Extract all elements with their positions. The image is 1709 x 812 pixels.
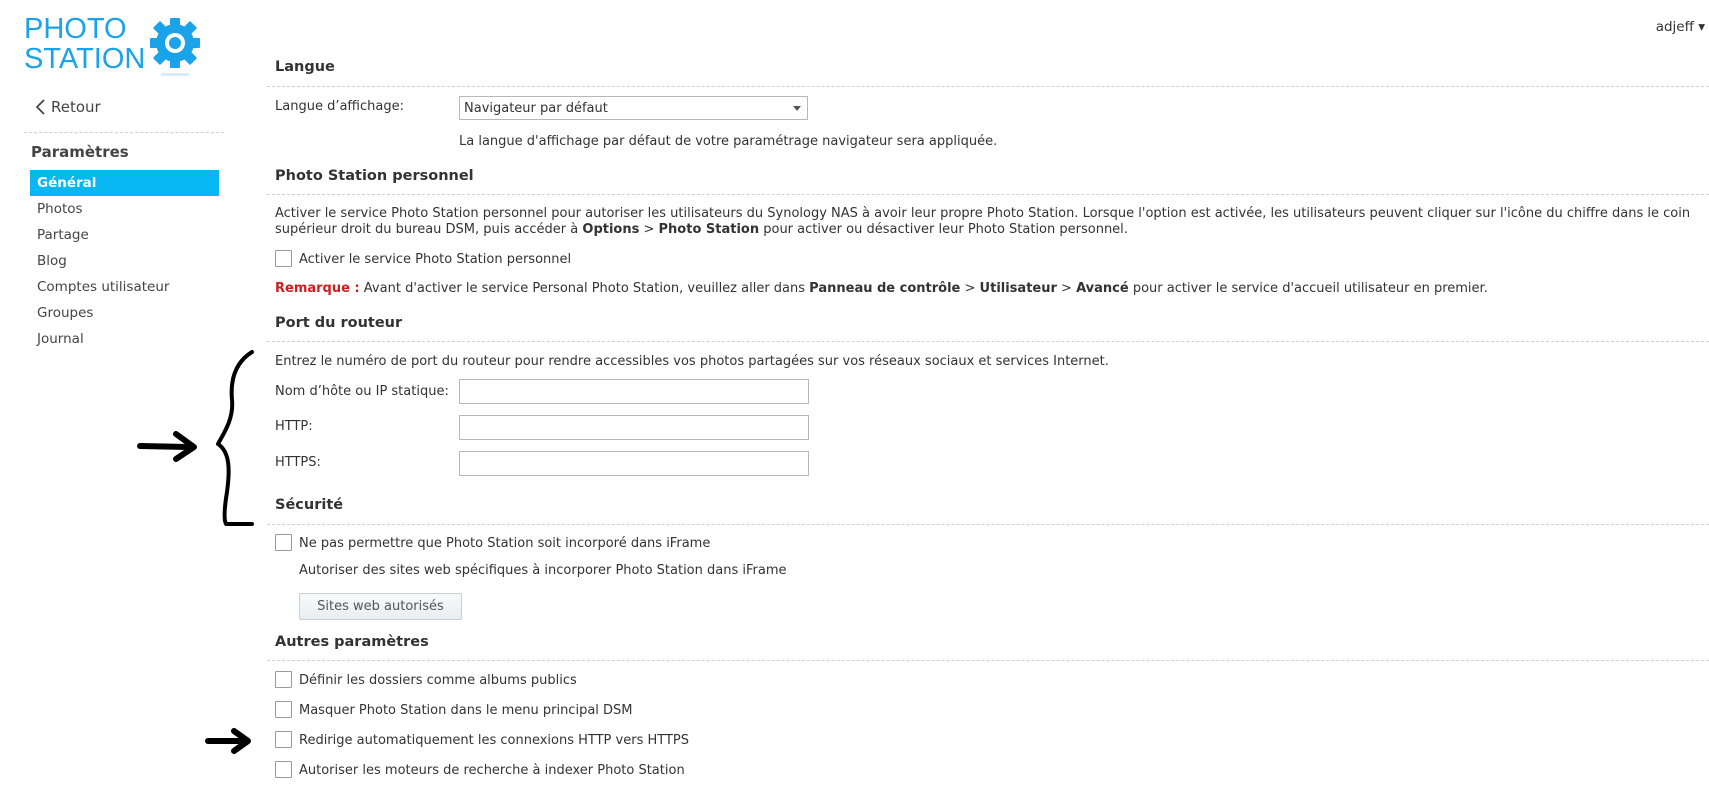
sidebar-item-blog[interactable]: Blog (37, 253, 67, 269)
advanced-path: Avancé (1076, 281, 1129, 296)
sidebar-item-photos[interactable]: Photos (37, 201, 83, 217)
hide-in-dsm-menu-checkbox[interactable] (275, 701, 292, 718)
remark-text: Avant d'activer le service Personal Photo Station, veuillez aller dans (359, 281, 810, 296)
sidebar-item-sharing[interactable]: Partage (37, 227, 89, 243)
photo-station-logo (24, 14, 214, 80)
section-title-language: Langue (275, 59, 335, 75)
remark-label: Remarque : (275, 281, 360, 296)
display-language-select[interactable] (459, 96, 808, 120)
remark-text-end: pour activer le service d'accueil utilisateur en premier. (1128, 281, 1488, 296)
sidebar-item-general[interactable]: Général (30, 170, 219, 196)
redirect-https-checkbox[interactable] (275, 731, 292, 748)
sidebar-title: Paramètres (31, 143, 129, 161)
personal-desc-text: Activer le service Photo Station personnel pour autoriser les utilisateurs du Synology NAS à avoir leur propre Photo Station. Lorsque l'option est activée, les utilisateurs peuvent cliquer sur l'icône du chiffre dans le coin supérieur droit du bureau DSM, puis accéder à (275, 206, 1691, 237)
control-panel-path: Panneau de contrôle (809, 281, 961, 296)
logo-line-2: STATION (24, 43, 146, 75)
user-menu[interactable]: adjeff ▾ (1655, 19, 1705, 35)
hostname-input[interactable] (459, 379, 809, 404)
arrow-right-icon (208, 731, 248, 751)
block-iframe-label: Ne pas permettre que Photo Station soit incorporé dans iFrame (299, 536, 711, 551)
chevron-left-icon (36, 99, 45, 115)
display-language-label: Langue d’affichage: (275, 99, 404, 114)
public-albums-label: Définir les dossiers comme albums publics (299, 673, 577, 688)
personal-description (275, 206, 1700, 238)
sidebar-item-groups[interactable]: Groupes (37, 305, 94, 321)
section-divider (267, 660, 1709, 661)
https-port-input[interactable] (459, 451, 809, 476)
options-path: Options (582, 222, 640, 237)
gear-icon (147, 16, 203, 78)
user-path: Utilisateur (979, 281, 1057, 296)
section-title-router-port: Port du routeur (275, 315, 403, 331)
sidebar-divider (24, 132, 224, 133)
section-title-security: Sécurité (275, 497, 344, 513)
section-divider (267, 341, 1709, 342)
curly-brace-annotation (218, 352, 252, 524)
allow-sites-text: Autoriser des sites web spécifiques à incorporer Photo Station dans iFrame (299, 563, 787, 578)
caret-down-icon (793, 106, 801, 111)
personal-service-checkbox[interactable] (275, 250, 292, 267)
search-indexing-checkbox[interactable] (275, 761, 292, 778)
back-label: Retour (51, 98, 101, 116)
section-divider (267, 524, 1709, 525)
block-iframe-checkbox[interactable] (275, 534, 292, 551)
sidebar-nav (30, 170, 219, 352)
path-separator: > (1056, 281, 1077, 296)
section-title-personal: Photo Station personnel (275, 168, 474, 184)
remark-note (275, 281, 1488, 296)
redirect-https-label: Redirige automatiquement les connexions HTTP vers HTTPS (299, 733, 689, 748)
path-separator: > (639, 222, 659, 237)
arrow-right-icon (140, 434, 194, 459)
section-divider (267, 86, 1709, 87)
section-divider (267, 194, 1709, 195)
hide-in-dsm-menu-label: Masquer Photo Station dans le menu principal DSM (299, 703, 633, 718)
back-button[interactable] (36, 98, 101, 116)
sidebar-item-user-accounts[interactable]: Comptes utilisateur (37, 279, 170, 295)
language-hint: La langue d'affichage par défaut de votre paramétrage navigateur sera appliquée. (459, 134, 998, 149)
http-port-input[interactable] (459, 415, 809, 440)
sidebar-item-log[interactable]: Journal (37, 331, 84, 347)
http-port-label: HTTP: (275, 419, 313, 434)
logo-line-1: PHOTO (24, 13, 127, 45)
router-description: Entrez le numéro de port du routeur pour rendre accessibles vos photos partagées sur vos réseaux sociaux et services Internet. (275, 354, 1109, 369)
section-title-other-settings: Autres paramètres (275, 634, 429, 650)
personal-desc-end: pour activer ou désactiver leur Photo Station personnel. (759, 222, 1128, 237)
logo-text (24, 14, 145, 74)
https-port-label: HTTPS: (275, 455, 321, 470)
display-language-value: Navigateur par défaut (464, 101, 608, 116)
public-albums-checkbox[interactable] (275, 671, 292, 688)
photo-station-path: Photo Station (658, 222, 760, 237)
search-indexing-label: Autoriser les moteurs de recherche à indexer Photo Station (299, 763, 685, 778)
personal-service-label: Activer le service Photo Station personnel (299, 252, 572, 267)
hostname-label: Nom d’hôte ou IP statique: (275, 384, 449, 399)
allowed-websites-button[interactable]: Sites web autorisés (299, 593, 462, 620)
path-separator: > (960, 281, 980, 296)
